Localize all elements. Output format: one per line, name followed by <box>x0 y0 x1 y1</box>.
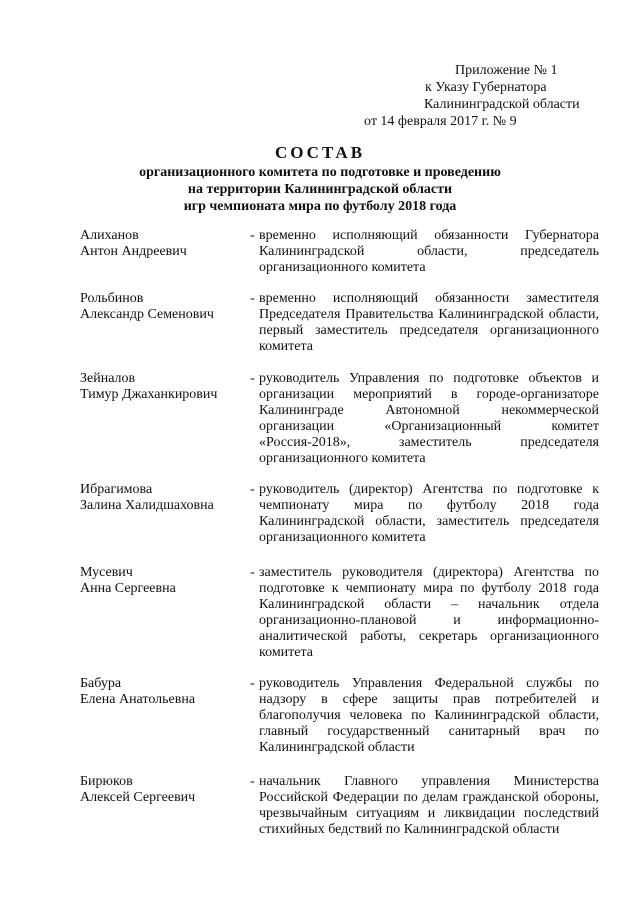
member-name <box>80 565 245 597</box>
member-name <box>80 228 245 260</box>
member-given-names: Залина Халидшаховна <box>80 498 214 513</box>
member-surname: Бирюков <box>80 774 133 789</box>
member-surname: Рольбинов <box>80 291 144 306</box>
member-name <box>80 774 245 806</box>
member-dash: - <box>250 565 255 580</box>
member-role: руководитель Управления Федеральной службы по надзору в сфере защиты прав потребителей и благополучия человека по Калининградской области, главный государственный санитарный врач по Калининградской области <box>259 676 599 755</box>
annex-decree: к Указу Губернатора <box>425 80 547 95</box>
member-given-names: Тимур Джаханкирович <box>80 387 218 402</box>
annex-region: Калининградской области <box>424 97 580 112</box>
member-dash: - <box>250 291 255 306</box>
title-line-3: игр чемпионата мира по футболу 2018 года <box>183 199 457 214</box>
annex-number: Приложение № 1 <box>455 63 558 78</box>
member-role: временно исполняющий обязанности заместителя Председателя Правительства Калининградской области, первый заместитель председателя организационного комитета <box>259 291 599 354</box>
member-name <box>80 371 245 403</box>
member-role: руководитель (директор) Агентства по подготовке к чемпионату мира по футболу 2018 года Калининградской области, заместитель председателя организационного комитета <box>259 482 599 545</box>
member-name <box>80 291 245 323</box>
member-dash: - <box>250 482 255 497</box>
title-heading: СОСТАВ <box>274 143 366 162</box>
annex-date: от 14 февраля 2017 г. № 9 <box>364 114 517 129</box>
member-role: начальник Главного управления Министерства Российской Федерации по делам гражданской обороны, чрезвычайным ситуациям и ликвидации последствий стихийных бедствий по Калининградской области <box>259 774 599 837</box>
member-surname: Зейналов <box>80 371 136 386</box>
member-role: заместитель руководителя (директора) Агентства по подготовке к чемпионату мира по футболу 2018 года Калининградской области – начальник отдела организационно-плановой и информационно-аналитической работы, секретарь организационного комитета <box>259 565 599 660</box>
member-role: временно исполняющий обязанности Губернатора Калининградской области, председатель организационного комитета <box>259 228 599 275</box>
member-surname: Мусевич <box>80 565 133 580</box>
document-title <box>0 142 640 215</box>
annex-block <box>350 62 590 130</box>
member-surname: Ибрагимова <box>80 482 153 497</box>
member-role: руководитель Управления по подготовке объектов и организации мероприятий в городе-организаторе Калининграде Автономной некоммерческой организации «Организационный комитет «Россия-2018», заместитель председателя организационного комитета <box>259 371 599 466</box>
member-dash: - <box>250 228 255 243</box>
member-dash: - <box>250 371 255 386</box>
member-dash: - <box>250 774 255 789</box>
member-given-names: Антон Андреевич <box>80 244 187 259</box>
title-line-2: на территории Калининградской области <box>187 182 453 197</box>
member-given-names: Елена Анатольевна <box>80 692 196 707</box>
member-surname: Алиханов <box>80 228 139 243</box>
member-given-names: Алексей Сергеевич <box>80 790 196 805</box>
title-line-1: организационного комитета по подготовке и проведению <box>139 165 501 180</box>
member-name <box>80 482 245 514</box>
member-name <box>80 676 245 708</box>
member-surname: Бабура <box>80 676 122 691</box>
member-given-names: Александр Семенович <box>80 307 214 322</box>
member-dash: - <box>250 676 255 691</box>
member-given-names: Анна Сергеевна <box>80 581 176 596</box>
